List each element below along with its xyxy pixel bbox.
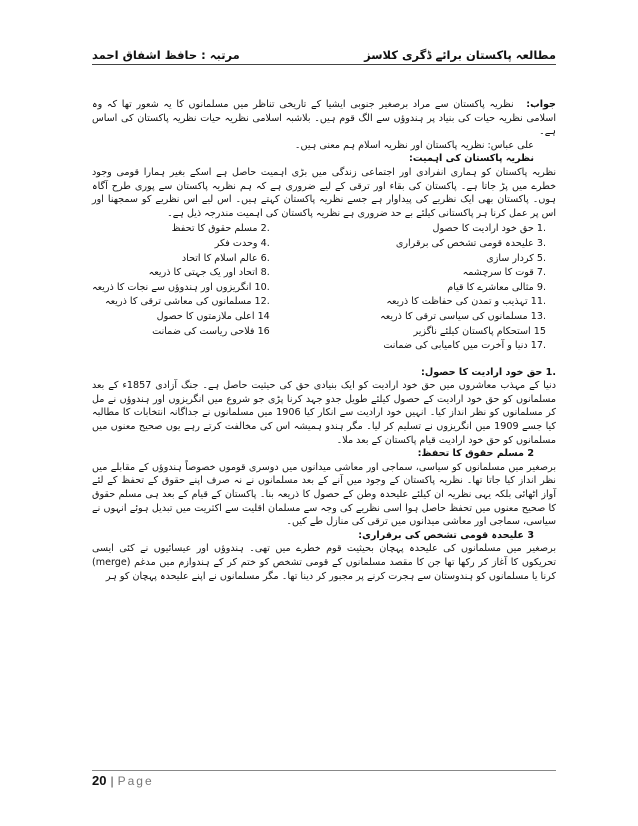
page-number: 20 bbox=[92, 773, 107, 788]
point-item: .3 علیحدہ قومی تشخص کی برقراری bbox=[395, 237, 546, 249]
header-title: مطالعہ پاکستان برائے ڈگری کلاسز bbox=[364, 48, 556, 62]
section-1-line: حق خود ارادیت قیام پاکستان کے بعد ملا۔ bbox=[336, 434, 501, 446]
section-3-heading: 3 علیحدہ قومی تشخص کی برقراری: bbox=[358, 529, 534, 541]
ali-abbas-quote: علی عباس: نظریہ پاکستان اور نظریہ اسلام ہم معنی ہیں۔ bbox=[294, 139, 534, 151]
point-item: .7 قوت کا سرچشمہ bbox=[462, 267, 546, 279]
point-item: .5 کردار سازی bbox=[486, 252, 546, 264]
header-divider bbox=[92, 64, 556, 65]
point-item: .9 مثالی معاشرے کا قیام bbox=[447, 281, 546, 293]
spacer bbox=[92, 358, 556, 366]
section-1-paragraph bbox=[92, 379, 556, 447]
point-item: .10 انگریزوں اور ہندوؤں سے نجات کا ذریعہ bbox=[92, 281, 270, 293]
point-item: .12 مسلمانوں کی معاشی ترقی کا ذریعہ bbox=[105, 296, 270, 308]
page-word: Page bbox=[117, 774, 154, 788]
section-2-line: بعد ہی مسلم حقوق کا صحیح معنوں میں تحفظ حاصل ہوا اسی نظریے کی وجہ سے مسلمان اقلیت سے اکثریت میں تبدیل ہوئے انہوں نے سیاسی، سماجی اور معاشی bbox=[92, 489, 556, 528]
section-3-line: قومی تشخص کو ختم کر کے ہندوازم میں مدغم (merge) کرنا یا مسلمانوں کو ہندوستان سے ہجرت کرنے پر مجبور کر دینا تھا۔ مگر مسلمانوں نے اپنے علیحدہ پہچان کو ہر bbox=[92, 557, 556, 582]
point-item: .6 عالم اسلام کا اتحاد bbox=[181, 252, 270, 264]
section-1-line: کے حصول کیلئے طویل جدو جہد کرنا پڑی جو شروع میں انگریزوں اور ہندوؤں نے مل کر مسلمانوں کو نظر انداز کیا۔ انہیں خود ارادیت سے انکار کیا 1906 میں bbox=[92, 393, 556, 419]
answer-paragraph bbox=[92, 98, 556, 139]
document-body bbox=[92, 98, 556, 583]
importance-line-2: ہے کہ ہم نظریہ پاکستان سے پوری طرح آگاہ ہوں۔ پاکستان بھی ایک نظریے کی پیداوار ہے جسے نظریہ پاکستان کہتے ہیں۔ اس لیے اس نظریے کو سمجھنا اور اس پر bbox=[92, 180, 556, 219]
point-item: .4 وحدت فکر bbox=[214, 237, 270, 249]
answer-label: جواب: bbox=[526, 99, 556, 110]
importance-paragraph bbox=[92, 166, 556, 220]
importance-points-list bbox=[92, 222, 556, 353]
point-item: .13 مسلمانوں کی سیاسی ترقی کا ذریعہ bbox=[380, 310, 546, 322]
page-footer bbox=[92, 772, 154, 790]
importance-line-1: نظریہ پاکستان کو ہماری انفرادی اور اجتماعی زندگی میں بڑی اہمیت حاصل ہے اسکے بغیر ہمارا قومی وجود خطرے میں پڑ جاتا ہے۔ پاکستان کی بقاء اور ترقی کے لیے ضروری bbox=[92, 166, 556, 192]
point-item: 16 فلاحی ریاست کی ضمانت bbox=[152, 325, 270, 337]
importance-heading: نظریہ پاکستان کی اہمیت: bbox=[409, 153, 534, 165]
answer-line-2: الگ قوم ہیں۔ بلاشبہ اسلامی نظریہ حیات نظریہ پاکستان کی اساس ہے۔ bbox=[92, 112, 556, 138]
point-item: .1 حق خود ارادیت کا حصول bbox=[432, 223, 546, 235]
footer-divider bbox=[92, 770, 556, 771]
point-item: 15 استحکام پاکستان کیلئے ناگزیر bbox=[413, 325, 546, 337]
section-2-paragraph bbox=[92, 461, 556, 529]
header-author: مرتبہ : حافظ اشفاق احمد bbox=[92, 48, 240, 62]
point-item: 14 اعلی ملازمتوں کا حصول bbox=[156, 310, 270, 322]
section-1-heading: .1 حق خود ارادیت کا حصول: bbox=[421, 366, 556, 378]
section-2-line: وجود میں آنے کے بعد مسلمانوں نے نہ صرف اپنے حقوق کے تحفظ کے لئے آواز اٹھائی بلکہ یہی نظریہ ان کیلئے علیحدہ وطن کے حصول کا ذریعہ بنا۔ پاکستان کے قیام کے bbox=[92, 475, 556, 501]
point-item: .2 مسلم حقوق کا تحفظ bbox=[171, 223, 270, 235]
point-item: .8 اتحاد اور یک جہتی کا ذریعہ bbox=[148, 267, 270, 279]
importance-line-3: عمل کرنا ہر پاکستانی کیلئے بے حد ضروری ہے نظریہ پاکستان کی اہمیت مندرجہ ذیل ہے۔ bbox=[167, 207, 528, 219]
section-1-line: دنیا کے مہذب معاشروں میں حق خود ارادیت کو ایک بنیادی حق کی حیثیت حاصل ہے۔ جنگ آزادی 1857ء کے بعد مسلمانوں کو حق خود ارادیت bbox=[92, 380, 556, 405]
section-3-line: برصغیر میں مسلمانوں کی علیحدہ پہچان بحیثیت قوم خطرے میں تھی۔ ہندوؤں اور عیسائیوں نے کئی ایسی تحریکوں کا آغاز کر رکھا تھا جن کا مقصد مسلمانوں کے bbox=[92, 543, 556, 568]
point-item: .17 دنیا و آخرت میں کامیابی کی ضمانت bbox=[383, 340, 546, 352]
answer-line-1: نظریہ پاکستان سے مراد برصغیر جنوبی ایشیا کے تاریخی تناظر میں مسلمانوں کا یہ شعور تھا کہ وہ اسلامی نظریہ حیات کی بنیاد پر ہندوؤں سے bbox=[92, 99, 556, 124]
section-1-line: مسلمانوں نے جداگانہ انتخابات کا مطالبہ کیا جسے 1909 میں انگریزوں نے تسلیم کر لیا۔ مگر ہندو ہمیشہ اس کی مخالفت کرتے رہے یوں صحیح معنوں میں مسلمانوں کو bbox=[92, 407, 556, 446]
point-item: .11 تہذیب و تمدن کی حفاظت کا ذریعہ bbox=[386, 296, 546, 308]
section-3-paragraph bbox=[92, 542, 556, 583]
section-2-line: میدانوں میں ترقی کی منازل طے کیں۔ bbox=[286, 516, 440, 528]
page-separator: | bbox=[110, 774, 114, 788]
page-header bbox=[92, 40, 556, 62]
section-2-heading: 2 مسلم حقوق کا تحفظ: bbox=[417, 448, 534, 460]
section-2-line: برصغیر میں مسلمانوں کو سیاسی، سماجی اور معاشی میدانوں میں دوسری قوموں خصوصاً ہندوؤں کے مقابلے میں نظر انداز کیا جاتا تھا۔ نظریہ پاکستان کے bbox=[92, 461, 556, 487]
